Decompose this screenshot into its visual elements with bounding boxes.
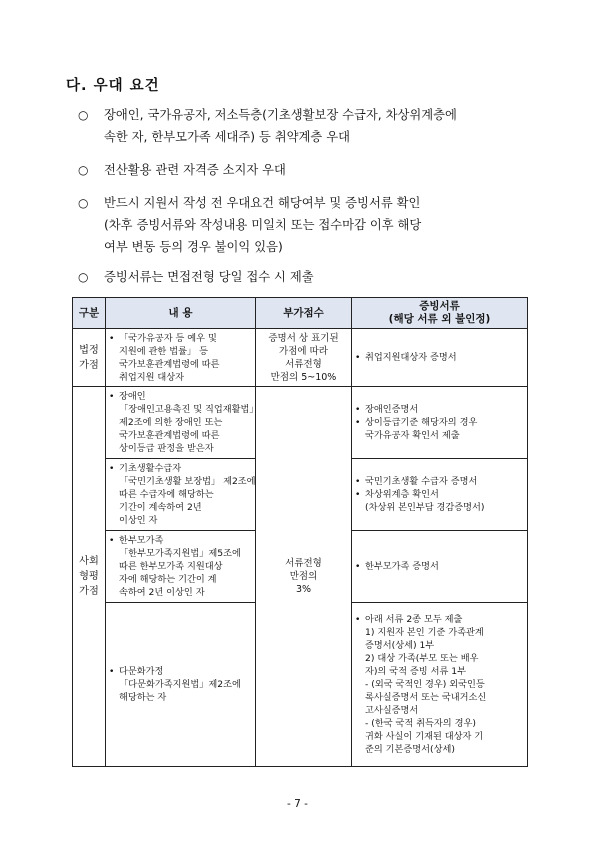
page-number: - 7 - xyxy=(287,798,308,810)
header-category: 구분 xyxy=(73,298,106,329)
content-single-parent: • 한부모가족 「한부모가족지원법」제5조에 따른 한부모가족 지원대상 자에 해당하는 기간이 계 속하여 2년 이상인 자 xyxy=(106,531,256,603)
proof-single-parent: • 한부모가족 증명서 xyxy=(352,531,528,603)
preference-requirements-table xyxy=(72,297,528,767)
table-row-legal xyxy=(73,329,528,387)
points-social: 서류전형 만점의 3% xyxy=(256,387,352,767)
category-legal: 법정 가점 xyxy=(73,329,106,387)
circle-bullet-icon: ○ xyxy=(78,163,89,177)
circle-bullet-icon: ○ xyxy=(78,196,89,210)
circle-bullet-icon: ○ xyxy=(78,270,89,284)
proof-basic-living: • 국민기초생활 수급자 증명서 • 차상위계층 확인서 (차상위 본인부담 경감증명서) xyxy=(352,459,528,531)
proof-disabled: • 장애인증명서 • 상이등급기준 해당자의 경우 국가유공자 확인서 제출 xyxy=(352,387,528,459)
document-page: 다. 우대 요건 ○ 장애인, 국가유공자, 저소득층(기초생활보장 수급자, 차상위계층에 속한 자, 한부모가족 세대주) 등 취약계층 우대 ○ 전산활용 관련 자격증 소지자 우대 ○ 반드시 지원서 작성 전 우대요건 해당여부 및 증빙서류 확인 (차후 증빙서류와 작성내용 미일치 또는 접수마감 이후 해당 여부 변동 등의 경우 불이익 있음) ○ 증빙서류는 면접전형 당일 접수 시 제출 구분 내 용 부가점수 증빙서류 (해당 서류 외 불인정) 법정 가점 • 「국가유공자 등 예우 및 지원에 관한 법률」 등 국가보훈관계법령에 따른 취업지원 대상자 증명서 상 표기된 가점에 따라 서류전형 만점의 5~10% • 취업지원대상자 증명서 사회 형평 가점 • 장애인 「장애인고용촉진 및 직업재활법」 제2조에 의한 장애인 또는 국가보훈관계법령에 따른 상이등급 판정을 받은자 서류전형 만점의 3% • 장애인증명서 • 상이등급기준 해당자의 경우 국가유공자 확인서 제출 • 기초생활수급자 「국민기초생활 보장법」 제2조에 따른 수급자에 해당하는 기간이 계속하여 2년 이상인 자 • 국민기초생활 수급자 증명서 • 차상위계층 확인서 (차상위 본인부담 경감증명서) • 한부모가족 「한부모가족지원법」제5조에 따른 한부모가족 지원대상 자에 해당하는 기간이 계 속하여 2년 이상인 자 • 한부모가족 증명서 • 다문화가정 「다문화가족지원법」제2조에 해당하는 자 • 아래 서류 2종 모두 제출 1) 지원자 본인 기준 가족관계 증명서(상세) 1부 2) 대상 가족(부모 또는 배우 자)의 국적 증빙 서류 1부 - (외국 국적인 경우) 외국인등 록사실증명서 또는 국내거소신 고사실증명서 - (한국 국적 취득자의 경우) 귀화 사실이 기재된 대상자 기 준의 기본증명서(상세) - 7 - xyxy=(0,0,595,841)
header-proof: 증빙서류 (해당 서류 외 불인정) xyxy=(352,298,528,329)
table-row-disabled xyxy=(73,387,528,459)
category-social: 사회 형평 가점 xyxy=(73,387,106,767)
section-heading: 다. 우대 요건 xyxy=(66,78,160,94)
header-content: 내 용 xyxy=(106,298,256,329)
header-points: 부가점수 xyxy=(256,298,352,329)
proof-legal: • 취업지원대상자 증명서 xyxy=(352,329,528,387)
content-legal: • 「국가유공자 등 예우 및 지원에 관한 법률」 등 국가보훈관계법령에 따른 취업지원 대상자 xyxy=(106,329,256,387)
points-legal: 증명서 상 표기된 가점에 따라 서류전형 만점의 5~10% xyxy=(256,329,352,387)
table-header-row xyxy=(73,298,528,329)
content-basic-living: • 기초생활수급자 「국민기초생활 보장법」 제2조에 따른 수급자에 해당하는 기간이 계속하여 2년 이상인 자 xyxy=(106,459,256,531)
content-multicultural: • 다문화가정 「다문화가족지원법」제2조에 해당하는 자 xyxy=(106,603,256,767)
circle-bullet-icon: ○ xyxy=(78,108,89,122)
content-disabled: • 장애인 「장애인고용촉진 및 직업재활법」 제2조에 의한 장애인 또는 국가보훈관계법령에 따른 상이등급 판정을 받은자 xyxy=(106,387,256,459)
proof-multicultural: • 아래 서류 2종 모두 제출 1) 지원자 본인 기준 가족관계 증명서(상세) 1부 2) 대상 가족(부모 또는 배우 자)의 국적 증빙 서류 1부 - (외국 국적인 경우) 외국인등 록사실증명서 또는 국내거소신 고사실증명서 - (한국 국적 취득자의 경우) 귀화 사실이 기재된 대상자 기 준의 기본증명서(상세) xyxy=(352,603,528,767)
